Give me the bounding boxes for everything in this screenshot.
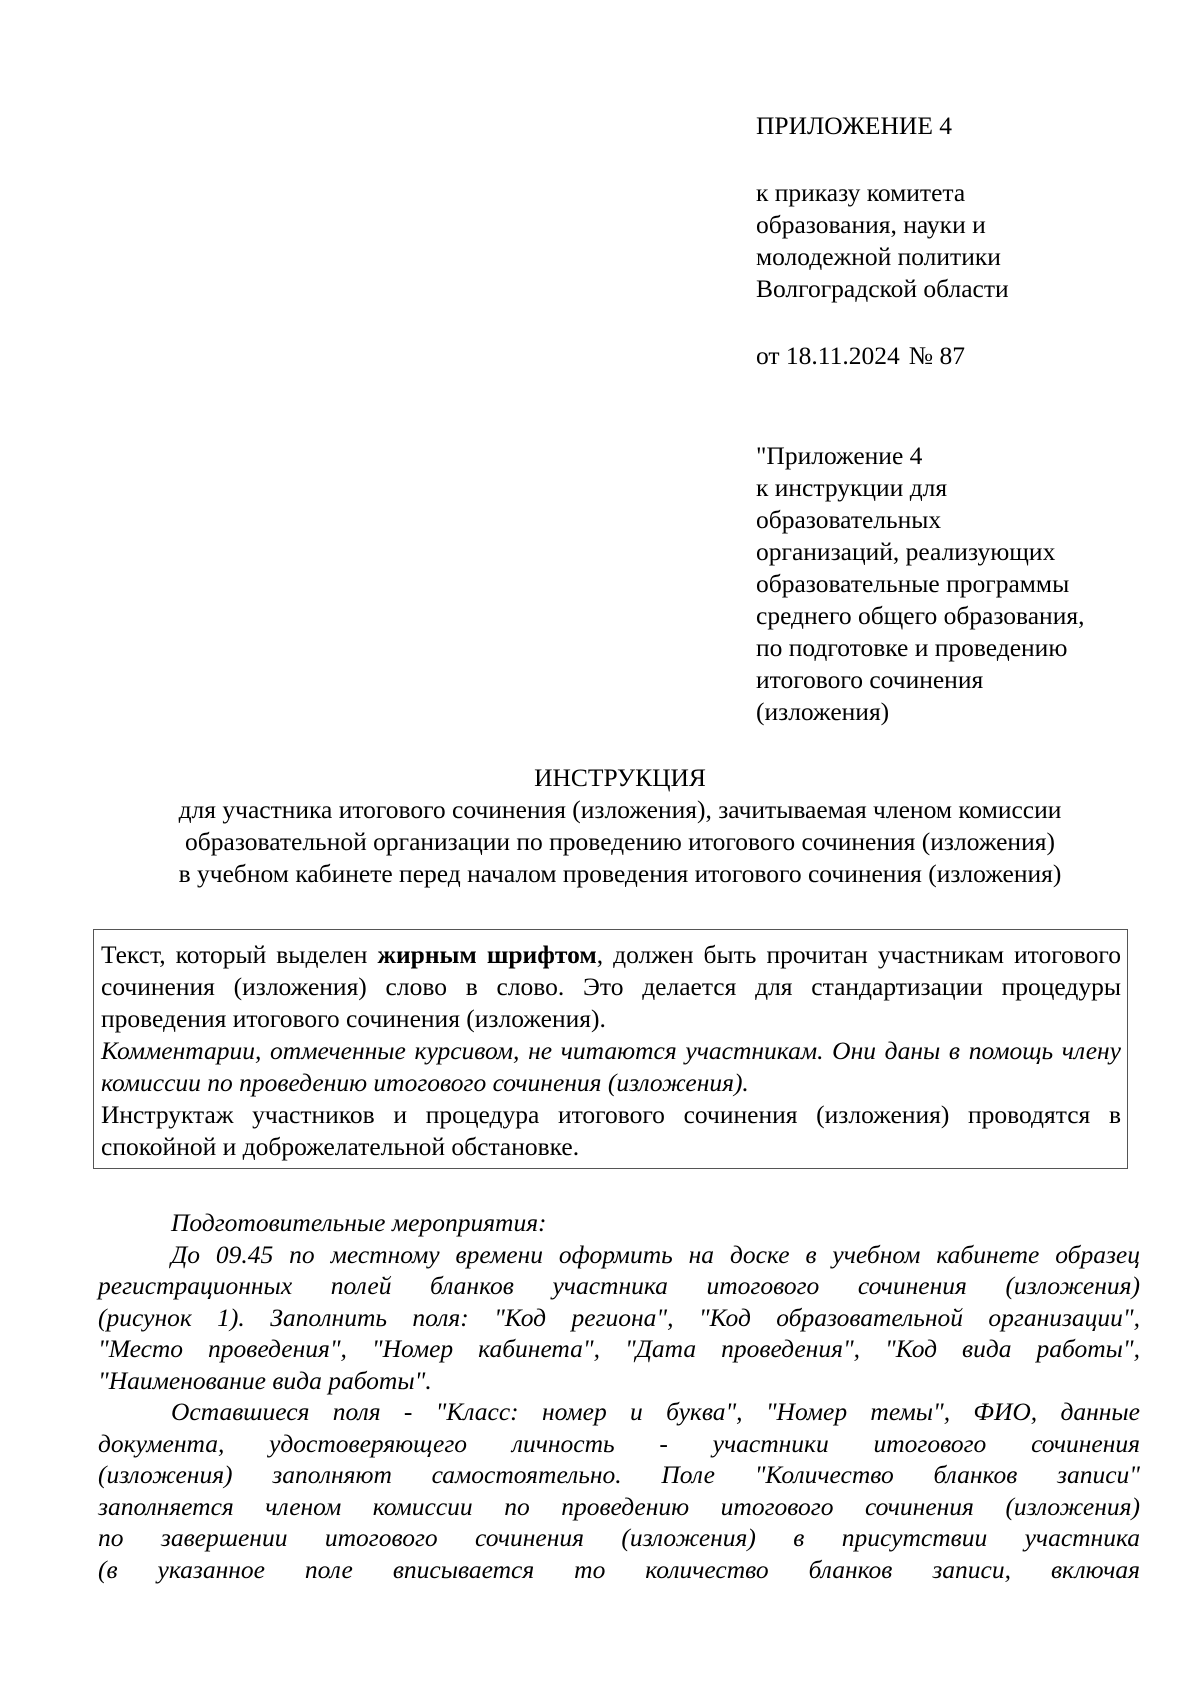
appendix-ref-line: организаций, реализующих bbox=[756, 537, 1056, 566]
notice-bold-text: жирным шрифтом bbox=[377, 940, 597, 969]
body-line: "Место проведения", "Номер кабинета", "Дата проведения", "Код вида работы", bbox=[98, 1334, 1140, 1363]
order-line: молодежной политики bbox=[756, 242, 1001, 271]
order-line: к приказу комитета bbox=[756, 178, 966, 207]
notice-paragraph bbox=[101, 939, 1121, 1035]
appendix-header bbox=[756, 110, 1156, 305]
body-line: заполняется членом комиссии по проведению итогового сочинения (изложения) bbox=[98, 1491, 1140, 1521]
appendix-ref-line: (изложения) bbox=[756, 697, 890, 726]
body-line: (изложения) заполняют самостоятельно. Поле "Количество бланков записи" bbox=[98, 1460, 1140, 1489]
body-line: по завершении итогового сочинения (изложения) в присутствии участника bbox=[98, 1523, 1140, 1552]
section-heading: Подготовительные мероприятия: bbox=[171, 1208, 547, 1237]
document-subtitle-line: в учебном кабинете перед началом проведения итогового сочинения (изложения) bbox=[178, 859, 1062, 888]
body-line: (в указанное поле вписывается то количество бланков записи, включая bbox=[98, 1554, 1140, 1584]
body-line: "Наименование вида работы". bbox=[98, 1365, 432, 1395]
appendix-ref-line: образовательные программы bbox=[756, 569, 1070, 598]
order-line: образования, науки и bbox=[756, 210, 986, 239]
notice-comment: Комментарии, отмеченные курсивом, не читаются участникам. Они даны в помощь члену комиссии по проведению итогового сочинения (изложения). bbox=[101, 1036, 1121, 1097]
order-number: № 87 bbox=[908, 341, 965, 370]
order-date-line bbox=[756, 340, 965, 372]
body-line: регистрационных полей бланков участника итогового сочинения (изложения) bbox=[98, 1271, 1140, 1300]
document-subtitle-line: для участника итогового сочинения (изложения), зачитываемая членом комиссии bbox=[178, 795, 1062, 824]
body-line: До 09.45 по местному времени оформить на доске в учебном кабинете образец bbox=[171, 1239, 1140, 1269]
document-subtitle-line: образовательной организации по проведению итогового сочинения (изложения) bbox=[185, 827, 1055, 856]
appendix-ref-line: к инструкции для bbox=[756, 473, 948, 502]
appendix-ref-line: образовательных bbox=[756, 505, 942, 534]
body-line: Оставшиеся поля - "Класс: номер и буква", "Номер темы", ФИО, данные bbox=[171, 1397, 1140, 1426]
appendix-ref-line: среднего общего образования, bbox=[756, 601, 1085, 630]
preparation-section bbox=[98, 1207, 1140, 1585]
notice-paragraph: Инструктаж участников и процедура итогового сочинения (изложения) проводятся в спокойной и доброжелательной обстановке. bbox=[101, 1100, 1121, 1161]
notice-text: , должен быть прочитан участникам итогового сочинения (изложения) слово в слово. Это делается для стандартизации процедуры проведения итогового сочинения (изложения). bbox=[101, 940, 1121, 1033]
document-heading: ИНСТРУКЦИЯ bbox=[534, 763, 706, 792]
body-line: документа, удостоверяющего личность - участники итогового сочинения bbox=[98, 1428, 1140, 1458]
order-line: Волгоградской области bbox=[756, 274, 1009, 303]
appendix-ref-line: итогового сочинения bbox=[756, 665, 984, 694]
notice-box bbox=[93, 929, 1128, 1169]
body-line: (рисунок 1). Заполнить поля: "Код региона", "Код образовательной организации", bbox=[98, 1302, 1140, 1332]
appendix-ref-line: по подготовке и проведению bbox=[756, 633, 1068, 662]
order-date: от 18.11.2024 bbox=[756, 341, 900, 370]
appendix-ref-line: "Приложение 4 bbox=[756, 441, 923, 470]
appendix-reference bbox=[756, 440, 1176, 728]
appendix-title: ПРИЛОЖЕНИЕ 4 bbox=[756, 111, 953, 140]
document-title bbox=[90, 762, 1150, 890]
notice-text: Текст, который выделен bbox=[101, 940, 378, 969]
